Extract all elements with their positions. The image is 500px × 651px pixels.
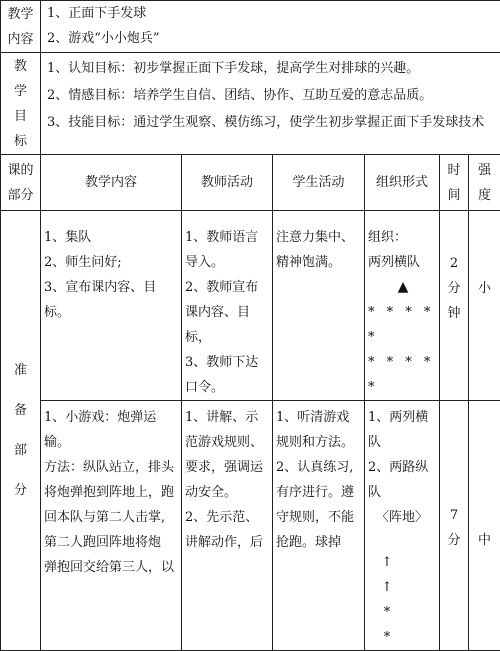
student-line: 守规则，不能 <box>276 505 361 530</box>
content-line: 1、小游戏：炮弹运输。 <box>44 405 178 455</box>
org-line: 〈阵地〉 <box>368 505 436 530</box>
header-line: 时 <box>443 158 465 183</box>
prep2-teacher <box>182 401 273 651</box>
student-line: 注意力集中、 <box>276 225 361 250</box>
teacher-line: 导入。 <box>185 250 269 275</box>
student-line: 规则和方法。 <box>276 430 361 455</box>
label-line: 教学 <box>4 2 37 27</box>
label-char: 备 <box>4 391 37 431</box>
student-formation-row: * * * * * <box>368 350 436 400</box>
org-line: 组织： <box>368 225 436 250</box>
org-line: 2、两路纵队 <box>368 455 436 505</box>
label-line: 内容 <box>4 27 37 52</box>
arrow-up-icon: ↑ <box>368 575 406 600</box>
student-line: 有序进行。遵 <box>276 480 361 505</box>
header-part <box>1 155 41 211</box>
arrow-up-icon: ↑ <box>368 550 406 575</box>
label-teaching-content <box>1 1 41 53</box>
student-line: 2、认真练习, <box>276 455 361 480</box>
header-line: 度 <box>472 183 497 208</box>
prep-row-1 <box>1 211 500 401</box>
teaching-content-cell <box>41 1 500 53</box>
teacher-line: 课内容、目 <box>185 300 269 325</box>
time-line: 分 <box>443 276 465 301</box>
header-teacher: 教师活动 <box>182 155 273 211</box>
content-line: 方法：纵队站立，排头 <box>44 455 178 480</box>
teacher-line: 3、教师下达 <box>185 350 269 375</box>
teacher-line: 范游戏规则、 <box>185 430 269 455</box>
prep-row-2 <box>1 401 500 651</box>
header-intensity <box>469 155 500 211</box>
student-line: 抢跑。球掉 <box>276 530 361 555</box>
content-line: 第二人跑回阵地将炮 <box>44 530 178 555</box>
time-line: 分 <box>443 528 465 553</box>
student-line: 1、听清游戏 <box>276 405 361 430</box>
row-teaching-goals <box>1 53 500 155</box>
student-star: * <box>368 625 406 650</box>
prep1-content <box>41 211 182 401</box>
org-line: 两列横队 <box>368 250 436 275</box>
header-line: 课的 <box>4 158 37 183</box>
teacher-line: 讲解动作，后 <box>185 530 269 555</box>
time-line: 7 <box>443 503 465 528</box>
label-char: 标 <box>4 129 37 154</box>
label-prep-part <box>1 211 41 651</box>
time-line: 钟 <box>443 301 465 326</box>
goal-item: 1、认知目标：初步掌握正面下手发球，提高学生对排球的兴趣。 <box>47 56 497 81</box>
teacher-line: 口令。 <box>185 375 269 400</box>
teacher-line: 要求，强调运 <box>185 455 269 480</box>
label-teaching-goals <box>1 53 41 155</box>
header-student: 学生活动 <box>273 155 365 211</box>
teacher-line: 动安全。 <box>185 480 269 505</box>
prep2-student <box>273 401 365 651</box>
prep1-teacher <box>182 211 273 401</box>
teacher-line: 2、教师宣布 <box>185 275 269 300</box>
header-org: 组织形式 <box>365 155 440 211</box>
star-row <box>368 600 436 650</box>
label-char: 分 <box>4 471 37 511</box>
label-char: 准 <box>4 351 37 391</box>
header-content: 教学内容 <box>41 155 182 211</box>
student-star: * <box>368 600 406 625</box>
content-item: 1、正面下手发球 <box>47 1 497 26</box>
prep1-time <box>440 211 469 401</box>
arrow-row <box>368 550 436 600</box>
teacher-line: 1、讲解、示 <box>185 405 269 430</box>
content-line: 将炮弹抱到阵地上，跑 <box>44 480 178 505</box>
teacher-line: 2、先示范、 <box>185 505 269 530</box>
header-time <box>440 155 469 211</box>
content-line: 3、宣布课内容、目标。 <box>44 275 178 325</box>
content-item: 2、游戏“小小炮兵” <box>47 26 497 51</box>
teaching-goals-cell <box>41 53 500 155</box>
goal-item: 2、情感目标：培养学生自信、团结、协作、互助互爱的意志品质。 <box>47 83 497 108</box>
label-char: 学 <box>4 79 37 104</box>
label-char: 教 <box>4 54 37 79</box>
prep1-intensity: 小 <box>469 211 500 401</box>
header-row <box>1 155 500 211</box>
label-char: 部 <box>4 431 37 471</box>
prep2-org <box>365 401 440 651</box>
content-line: 2、师生问好; <box>44 250 178 275</box>
time-line: 2 <box>443 251 465 276</box>
content-line: 1、集队 <box>44 225 178 250</box>
prep2-content <box>41 401 182 651</box>
teacher-line: 1、教师语言 <box>185 225 269 250</box>
header-line: 部分 <box>4 183 37 208</box>
header-line: 间 <box>443 183 465 208</box>
prep1-org <box>365 211 440 401</box>
prep1-student <box>273 211 365 401</box>
label-char: 目 <box>4 104 37 129</box>
student-formation-row: * * * * * <box>368 300 436 350</box>
prep2-time <box>440 401 469 651</box>
teacher-line: 标， <box>185 325 269 350</box>
content-line: 弹抱回交给第三人，以 <box>44 555 178 580</box>
content-line: 回本队与第二人击掌, <box>44 505 178 530</box>
student-line: 精神饱满。 <box>276 250 361 275</box>
teacher-position-triangle-icon: ▲ <box>368 275 438 300</box>
row-teaching-content <box>1 1 500 53</box>
org-line: 1、两列横队 <box>368 405 436 455</box>
goal-item: 3、技能目标：通过学生观察、模仿练习，使学生初步掌握正面下手发球技术 <box>47 110 497 135</box>
header-line: 强 <box>472 158 497 183</box>
prep2-intensity: 中 <box>469 401 500 651</box>
